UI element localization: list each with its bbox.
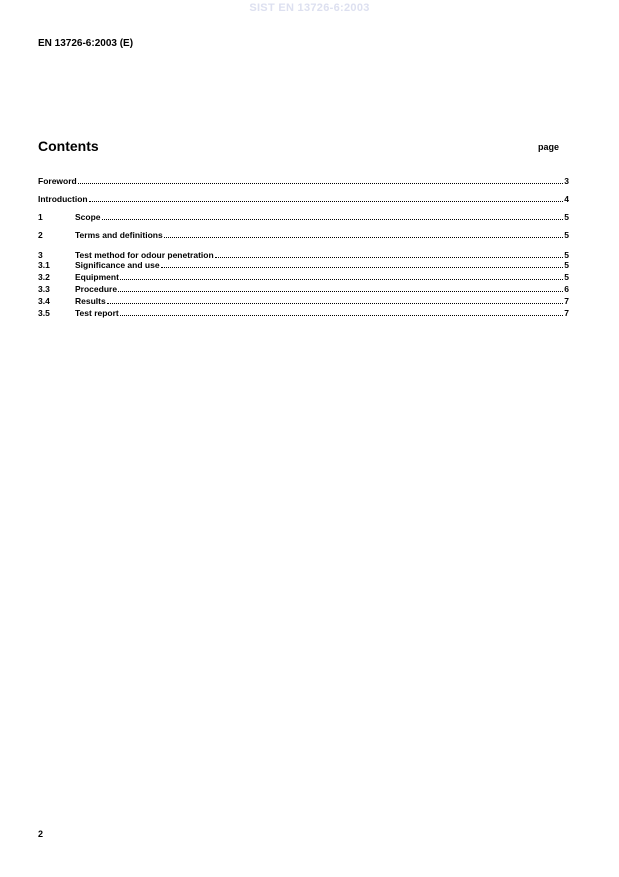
toc-entry-foreword[interactable] [38, 176, 569, 187]
toc-entry-number: 2 [38, 230, 43, 240]
dot-leader [107, 302, 564, 304]
page-column-label: page [538, 142, 560, 152]
toc-entry-equipment[interactable] [38, 272, 569, 283]
toc-entry-page: 5 [564, 250, 569, 260]
toc-entry-page: 5 [564, 260, 569, 270]
toc-entry-number: 3 [38, 250, 43, 260]
toc-entry-terms-and-definitions[interactable] [38, 230, 569, 241]
toc-entry-page: 3 [564, 176, 569, 186]
toc-entry-number: 3.3 [38, 284, 50, 294]
toc-entry-page: 5 [564, 230, 569, 240]
toc-entry-results[interactable] [38, 296, 569, 307]
toc-entry-page: 4 [564, 194, 569, 204]
toc-entry-title: Results [75, 296, 106, 306]
dot-leader [120, 314, 563, 316]
dot-leader [161, 266, 564, 268]
toc-entry-page: 5 [564, 272, 569, 282]
toc-entry-number: 3.5 [38, 308, 50, 318]
watermark: SIST EN 13726-6:2003 [249, 2, 370, 14]
toc-entry-introduction[interactable] [38, 194, 569, 205]
toc-entry-title: Procedure [75, 284, 118, 294]
toc-entry-scope[interactable] [38, 212, 569, 223]
toc-entry-number: 3.4 [38, 296, 50, 306]
toc-entry-title: Test report [75, 308, 119, 318]
toc-entry-number: 3.1 [38, 260, 50, 270]
toc-entry-page: 5 [564, 212, 569, 222]
toc-entry-title: Terms and definitions [75, 230, 163, 240]
toc-entry-title: Foreword [38, 176, 77, 186]
document-id: EN 13726-6:2003 (E) [38, 38, 134, 49]
toc-entry-number: 1 [38, 212, 43, 222]
toc-entry-page: 7 [564, 308, 569, 318]
dot-leader [164, 236, 564, 238]
dot-leader [215, 256, 564, 258]
page-number: 2 [38, 829, 44, 839]
dot-leader [89, 200, 564, 202]
contents-heading: Contents [38, 138, 99, 154]
dot-leader [118, 290, 563, 292]
dot-leader [78, 182, 564, 184]
toc-entry-number: 3.2 [38, 272, 50, 282]
toc-entry-title: Introduction [38, 194, 88, 204]
toc-entry-procedure[interactable] [38, 284, 569, 295]
toc-entry-title: Equipment [75, 272, 119, 282]
toc-entry-page: 7 [564, 296, 569, 306]
toc-entry-title: Scope [75, 212, 101, 222]
toc-entry-title: Test method for odour penetration [75, 250, 214, 260]
dot-leader [120, 278, 563, 280]
toc-entry-page: 6 [564, 284, 569, 294]
toc-entry-test-report[interactable] [38, 308, 569, 319]
toc-entry-significance-and-use[interactable] [38, 260, 569, 271]
dot-leader [102, 218, 564, 220]
toc-entry-title: Significance and use [75, 260, 160, 270]
